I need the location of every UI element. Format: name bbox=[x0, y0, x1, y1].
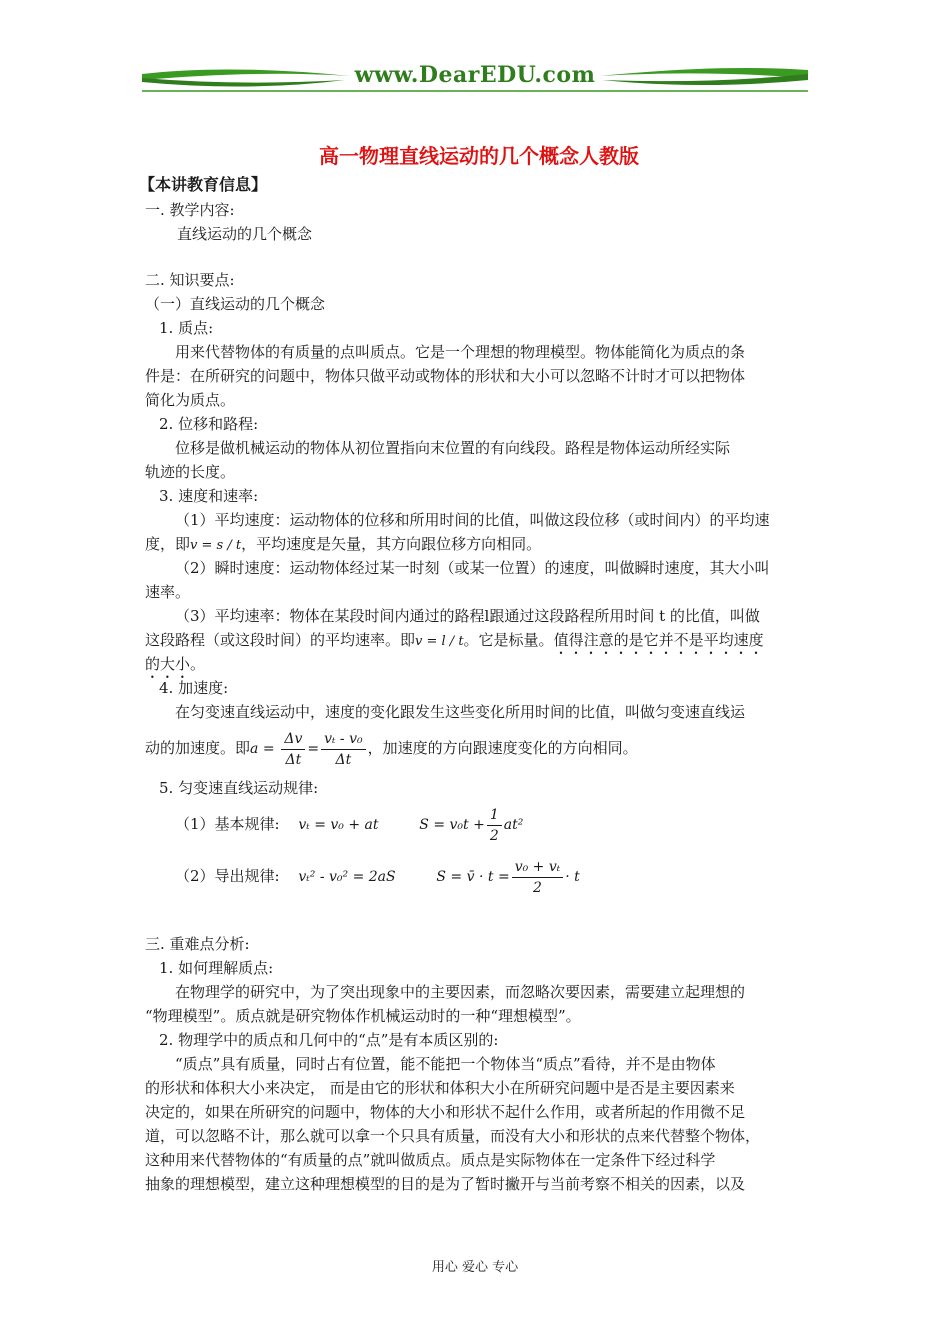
text-line: 道，可以忽略不计，那么就可以拿一个只具有质量，而没有大小和形状的点来代替整个物体， bbox=[145, 1127, 761, 1145]
emphasis-text: 的大小。 bbox=[145, 655, 206, 673]
formula: S = v̄ · t = bbox=[436, 869, 510, 885]
s1-body: 直线运动的几个概念 bbox=[177, 225, 313, 243]
text-line: 抽象的理想模型，建立这种理想模型的目的是为了暂时撇开与当前考察不相关的因素，以及 bbox=[145, 1175, 746, 1193]
text-line: 决定的，如果在所研究的问题中，物体的大小和形状不起什么作用，或者所起的作用微不足 bbox=[145, 1103, 746, 1121]
document-title: 高一物理直线运动的几个概念人教版 bbox=[319, 144, 639, 168]
item-heading-3: 3. 速度和速率: bbox=[159, 487, 259, 505]
text-line: 速率。 bbox=[145, 583, 191, 601]
text-line: （1）平均速度：运动物体的位移和所用时间的比值，叫做这段位移（或时间内）的平均速 bbox=[175, 511, 770, 529]
document-body bbox=[139, 140, 813, 1196]
formula: · t bbox=[565, 869, 580, 885]
text-line: 这种用来代替物体的“有质量的点”就叫做质点。质点是实际物体在一定条件下经过科学 bbox=[145, 1151, 716, 1169]
item-heading-4: 4. 加速度: bbox=[159, 679, 229, 697]
text-segment: 。它是标量。 bbox=[463, 631, 554, 649]
fraction-denominator: 2 bbox=[489, 827, 499, 844]
text-line: 件是：在所研究的问题中，物体只做平动或物体的形状和大小可以忽略不计时才可以把物体 bbox=[145, 367, 746, 385]
text-segment: 度，即 bbox=[145, 535, 191, 553]
fraction-numerator: 1 bbox=[487, 805, 502, 826]
fraction bbox=[321, 729, 366, 770]
fraction-denominator: Δt bbox=[335, 751, 352, 768]
formula-line bbox=[145, 800, 813, 848]
formula-label: （1）基本规律: bbox=[175, 815, 280, 833]
fraction bbox=[487, 805, 502, 846]
item-heading-2: 2. 位移和路程: bbox=[159, 415, 259, 433]
item-heading-1: 1. 质点: bbox=[159, 319, 214, 337]
text-segment: ，平均速度是矢量，其方向跟位移方向相同。 bbox=[241, 535, 542, 553]
page-footer: 用心 爱心 专心 bbox=[431, 1260, 519, 1275]
text-line: 用来代替物体的有质量的点叫质点。它是一个理想的物理模型。物体能简化为质点的条 bbox=[175, 343, 746, 361]
avg-speed-formula: v = l / t bbox=[415, 634, 464, 649]
text-line: 轨迹的长度。 bbox=[145, 463, 236, 481]
formula: vₜ² - v₀² = 2aS bbox=[298, 869, 396, 885]
text-segment: ，加速度的方向跟速度变化的方向相同。 bbox=[367, 739, 638, 757]
text-line bbox=[145, 652, 813, 676]
item-heading-5: 5. 匀变速直线运动规律: bbox=[159, 779, 319, 797]
text-line bbox=[145, 532, 813, 556]
text-line: 位移是做机械运动的物体从初位置指向末位置的有向线段。路程是物体运动所经实际 bbox=[175, 439, 731, 457]
fraction-denominator: 2 bbox=[532, 879, 542, 896]
emphasis-text: 值得注意的是它并不是平均速度 bbox=[553, 631, 764, 649]
item-heading: 1. 如何理解质点: bbox=[159, 959, 274, 977]
fraction-numerator: vₜ - v₀ bbox=[321, 729, 366, 750]
text-segment: 这段路程（或这段时间）的平均速率。即 bbox=[145, 631, 416, 649]
fraction-numerator: Δv bbox=[281, 729, 305, 750]
formula-lhs: a = bbox=[250, 741, 275, 757]
formula-label: （2）导出规律: bbox=[175, 867, 280, 885]
text-line: 简化为质点。 bbox=[145, 391, 236, 409]
formula: at² bbox=[503, 817, 524, 833]
heading-s1: 一. 教学内容: bbox=[145, 201, 235, 219]
site-name[interactable]: www.DearEDU.com bbox=[354, 62, 596, 88]
heading-s2: 二. 知识要点: bbox=[145, 271, 235, 289]
site-header bbox=[140, 56, 810, 100]
text-segment: 动的加速度。即 bbox=[145, 739, 251, 757]
text-line: （3）平均速率：物体在某段时间内通过的路程l跟通过这段路程所用时间 t 的比值，叫做 bbox=[175, 607, 760, 625]
heading-s3: 三. 重难点分析: bbox=[145, 935, 250, 953]
fraction bbox=[512, 857, 564, 898]
s2-subheading: （一）直线运动的几个概念 bbox=[145, 295, 326, 313]
text-line: “物理模型”。质点就是研究物体作机械运动时的一种“理想模型”。 bbox=[145, 1007, 581, 1025]
fraction bbox=[281, 729, 305, 770]
section-heading: 【本讲教育信息】 bbox=[139, 175, 268, 194]
text-line: 在物理学的研究中，为了突出现象中的主要因素，而忽略次要因素，需要建立起理想的 bbox=[175, 983, 746, 1001]
formula: vₜ = v₀ + at bbox=[298, 817, 379, 833]
fraction-numerator: v₀ + vₜ bbox=[512, 857, 564, 878]
text-line: （2）瞬时速度：运动物体经过某一时刻（或某一位置）的速度，叫做瞬时速度，其大小叫 bbox=[175, 559, 770, 577]
equals-sign: = bbox=[307, 741, 320, 757]
text-line: “质点”具有质量，同时占有位置，能不能把一个物体当“质点”看待，并不是由物体 bbox=[175, 1055, 716, 1073]
fraction-denominator: Δt bbox=[285, 751, 302, 768]
item-heading: 2. 物理学中的质点和几何中的“点”是有本质区别的: bbox=[159, 1031, 499, 1049]
avg-velocity-formula: v = s / t bbox=[190, 538, 242, 553]
text-line: 的形状和体积大小来决定， 而是由它的形状和体积大小在所研究问题中是否是主要因素来 bbox=[145, 1079, 735, 1097]
text-line: 在匀变速直线运动中，速度的变化跟发生这些变化所用时间的比值，叫做匀变速直线运 bbox=[175, 703, 746, 721]
formula-line bbox=[145, 852, 813, 900]
formula: S = v₀t + bbox=[419, 817, 485, 833]
text-line bbox=[145, 724, 813, 772]
text-line bbox=[145, 628, 813, 652]
